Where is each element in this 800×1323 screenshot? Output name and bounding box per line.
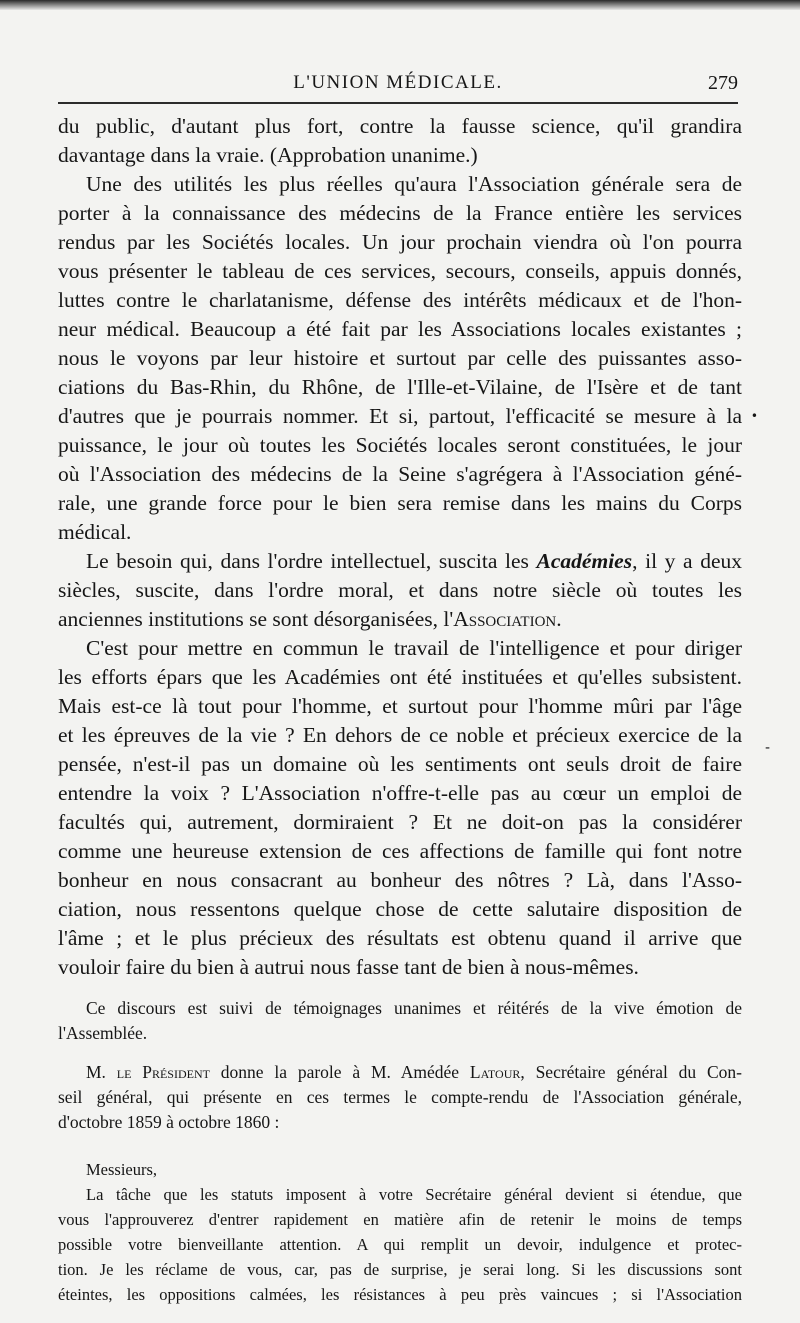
text-line: nous le voyons par leur histoire et surtout par celle des puissantes asso- xyxy=(58,346,742,370)
page-body xyxy=(58,112,742,1307)
text-line: médical. xyxy=(58,520,132,544)
text-line: porter à la connaissance des médecins de la France entière les services xyxy=(58,201,742,225)
text-line: et les épreuves de la vie ? En dehors de ce noble et précieux exercice de la xyxy=(58,723,742,747)
text-line xyxy=(58,1060,742,1085)
text-line: Mais est-ce là tout pour l'homme, et surtout pour l'homme mûri par l'âge xyxy=(58,694,742,718)
text-line: d'octobre 1859 à octobre 1860 : xyxy=(58,1112,280,1132)
text-line: où l'Association des médecins de la Seine s'agrégera à l'Association géné- xyxy=(58,462,742,486)
spacer xyxy=(58,1046,742,1060)
text-line: ciation, nous ressentons quelque chose de cette salutaire disposition de xyxy=(58,897,742,921)
page-top-edge xyxy=(0,0,800,10)
text-line: l'âme ; et le plus précieux des résultats est obtenu quand il arrive que xyxy=(58,926,742,950)
salutation: Messieurs, xyxy=(86,1160,158,1179)
spacer xyxy=(58,982,742,996)
margin-dot: • xyxy=(750,409,758,423)
text-line: seil général, qui présente en ces termes le compte-rendu de l'Association générale, xyxy=(58,1087,742,1107)
text-line: luttes contre le charlatanisme, défense des intérêts médicaux et de l'hon- xyxy=(58,288,742,312)
text-line: puissance, le jour où toutes les Sociétés locales seront constituées, le jour xyxy=(58,433,742,457)
text-line: ciations du Bas-Rhin, du Rhône, de l'Ille-et-Vilaine, de l'Isère et de tant xyxy=(58,375,742,399)
text-line: comme une heureuse extension de ces affections de famille qui font notre xyxy=(58,839,742,863)
page-number: 279 xyxy=(708,72,738,94)
small-caps-word: Latour xyxy=(469,1062,521,1082)
text-line: l'Assemblée. xyxy=(58,1023,148,1043)
small-caps-word: Association xyxy=(453,607,557,631)
text-line: C'est pour mettre en commun le travail de l'intelligence et pour diriger xyxy=(86,636,742,660)
text-line xyxy=(58,547,742,576)
assembly-note xyxy=(58,996,742,1046)
text-line: bonheur en nous consacrant au bonheur des nôtres ? Là, dans l'Asso- xyxy=(58,868,742,892)
text-run: Le besoin qui, dans l'ordre intellectuel, suscita les xyxy=(86,549,537,573)
text-run: . xyxy=(556,607,562,631)
text-line: vous l'approuverez d'entrer rapidement en matière afin de retenir le moins de temps xyxy=(58,1210,742,1229)
text-run: , il y a deux xyxy=(632,549,742,573)
text-line: d'autres que je pourrais nommer. Et si, partout, l'efficacité se mesure à la xyxy=(58,404,742,428)
text-line: neur médical. Beaucoup a été fait par les Associations locales existantes ; xyxy=(58,317,742,341)
text-line: Une des utilités les plus réelles qu'aura l'Association générale sera de xyxy=(86,172,742,196)
running-head xyxy=(56,72,740,100)
text-line: La tâche que les statuts imposent à votre Secrétaire général devient si étendue, que xyxy=(86,1185,742,1204)
header-rule xyxy=(58,102,738,104)
president-paragraph xyxy=(58,1060,742,1135)
text-line: possible votre bienveillante attention. A qui remplit un devoir, indulgence et protec- xyxy=(58,1235,742,1254)
text-line: du public, d'autant plus fort, contre la fausse science, qu'il grandira xyxy=(58,114,742,138)
text-line: pensée, n'est-il pas un domaine où les sentiments ont seuls droit de faire xyxy=(58,752,742,776)
text-line: vous présenter le tableau de ces services, secours, conseils, appuis donnés, xyxy=(58,259,742,283)
text-run: , Secrétaire général du Con- xyxy=(520,1062,742,1082)
text-line: davantage dans la vraie. (Approbation unanime.) xyxy=(58,143,478,167)
text-run: donne la parole à M. Amédée xyxy=(209,1062,470,1082)
report-text xyxy=(58,1157,742,1307)
text-line: facultés qui, autrement, dormiraient ? Et ne doit-on pas la considérer xyxy=(58,810,742,834)
text-line: les efforts épars que les Académies ont été instituées et qu'elles subsistent. xyxy=(58,665,742,689)
running-title: L'UNION MÉDICALE. xyxy=(293,72,503,93)
text-line: vouloir faire du bien à autrui nous fasse tant de bien à nous-mêmes. xyxy=(58,955,639,979)
text-line: rale, une grande force pour le bien sera remise dans les mains du Corps xyxy=(58,491,742,515)
text-line: siècles, suscite, dans l'ordre moral, et dans notre siècle où toutes les xyxy=(58,578,742,602)
text-line: entendre la voix ? L'Association n'offre-t-elle pas au cœur un emploi de xyxy=(58,781,742,805)
italic-word: Académies xyxy=(536,549,633,573)
small-caps-word: M. le Président xyxy=(86,1062,210,1082)
text-line: rendus par les Sociétés locales. Un jour prochain viendra où l'on pourra xyxy=(58,230,742,254)
text-line: éteintes, les oppositions calmées, les résistances à peu près vaincues ; si l'Association xyxy=(58,1285,742,1304)
text-line: Ce discours est suivi de témoignages unanimes et réitérés de la vive émotion de xyxy=(86,998,742,1018)
text-line xyxy=(58,605,742,634)
margin-dash: - xyxy=(764,740,770,756)
text-line: tion. Je les réclame de vous, car, pas de surprise, je serai long. Si les discussions sont xyxy=(58,1260,742,1279)
text-run: anciennes institutions se sont désorganisées, l' xyxy=(58,607,454,631)
spacer xyxy=(58,1135,742,1157)
